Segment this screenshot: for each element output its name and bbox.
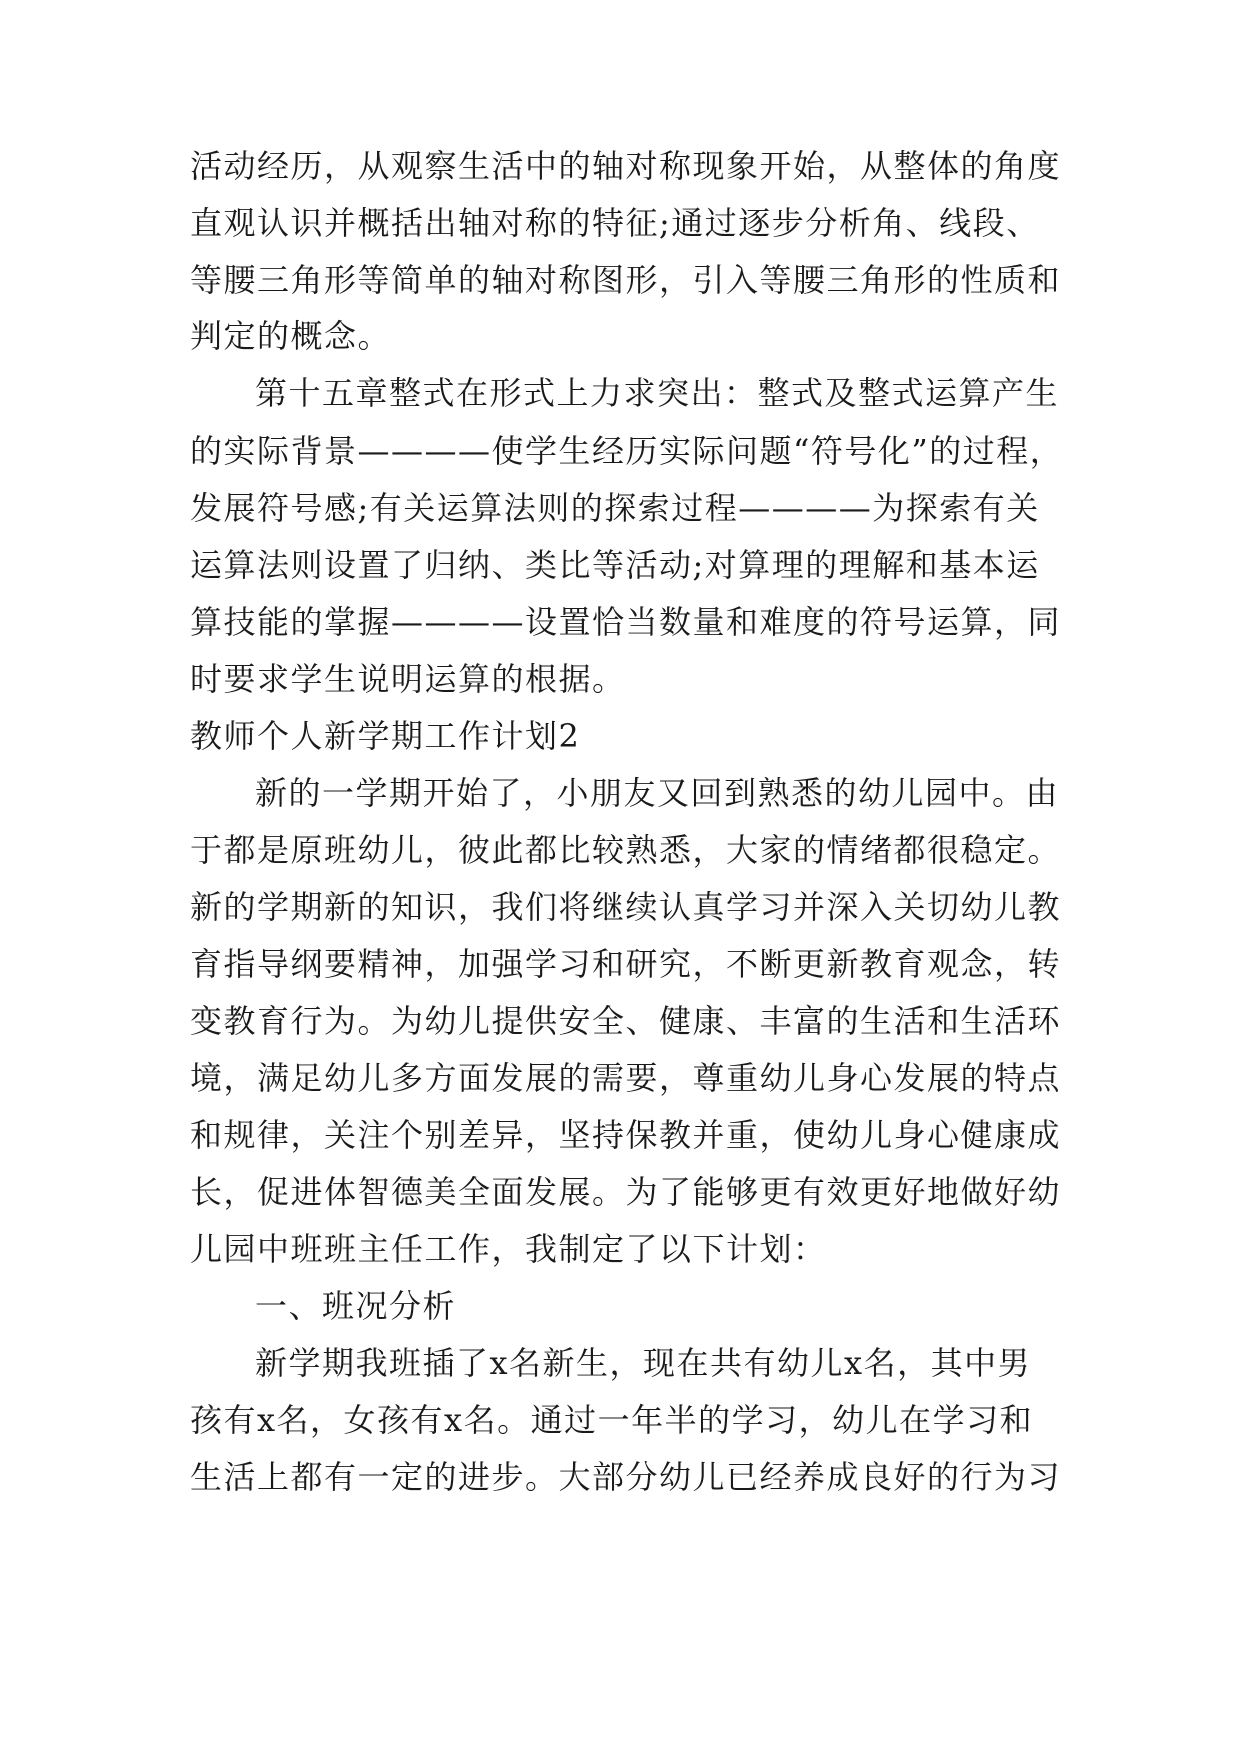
text-line: 等腰三角形等简单的轴对称图形，引入等腰三角形的性质和 <box>190 261 1062 299</box>
text-line: 直观认识并概括出轴对称的特征;通过逐步分析角、线段、 <box>190 204 1040 242</box>
paragraph-first-line: 新学期我班插了x名新生，现在共有幼儿x名，其中男 <box>255 1344 1032 1382</box>
section-title: 教师个人新学期工作计划2 <box>190 717 581 755</box>
text-line: 的实际背景————使学生经历实际问题“符号化”的过程， <box>190 432 1064 470</box>
text-line: 境，满足幼儿多方面发展的需要，尊重幼儿身心发展的特点 <box>190 1059 1062 1097</box>
text-line: 长，促进体智德美全面发展。为了能够更有效更好地做好幼 <box>190 1173 1062 1211</box>
text-line: 运算法则设置了归纳、类比等活动;对算理的理解和基本运 <box>190 546 1040 584</box>
text-line: 新的学期新的知识，我们将继续认真学习并深入关切幼儿教 <box>190 888 1062 926</box>
paragraph-first-line: 新的一学期开始了，小朋友又回到熟悉的幼儿园中。由 <box>255 774 1060 812</box>
text-line: 生活上都有一定的进步。大部分幼儿已经养成良好的行为习 <box>190 1458 1062 1496</box>
text-line: 时要求学生说明运算的根据。 <box>190 660 626 698</box>
text-line: 孩有x名，女孩有x名。通过一年半的学习，幼儿在学习和 <box>190 1401 1034 1439</box>
text-line: 算技能的掌握————设置恰当数量和难度的符号运算，同 <box>190 603 1062 641</box>
text-line: 于都是原班幼儿，彼此都比较熟悉，大家的情绪都很稳定。 <box>190 831 1062 869</box>
text-line: 和规律，关注个别差异，坚持保教并重，使幼儿身心健康成 <box>190 1116 1062 1154</box>
text-line: 发展符号感;有关运算法则的探索过程————为探索有关 <box>190 489 1040 527</box>
text-line: 育指导纲要精神，加强学习和研究，不断更新教育观念，转 <box>190 945 1062 983</box>
text-line: 儿园中班班主任工作，我制定了以下计划： <box>190 1230 827 1268</box>
text-line: 活动经历，从观察生活中的轴对称现象开始，从整体的角度 <box>190 147 1062 185</box>
subsection-heading: 一、班况分析 <box>255 1287 457 1325</box>
text-line: 变教育行为。为幼儿提供安全、健康、丰富的生活和生活环 <box>190 1002 1062 1040</box>
text-line: 判定的概念。 <box>190 317 392 355</box>
paragraph-first-line: 第十五章整式在形式上力求突出：整式及整式运算产生 <box>255 374 1060 412</box>
